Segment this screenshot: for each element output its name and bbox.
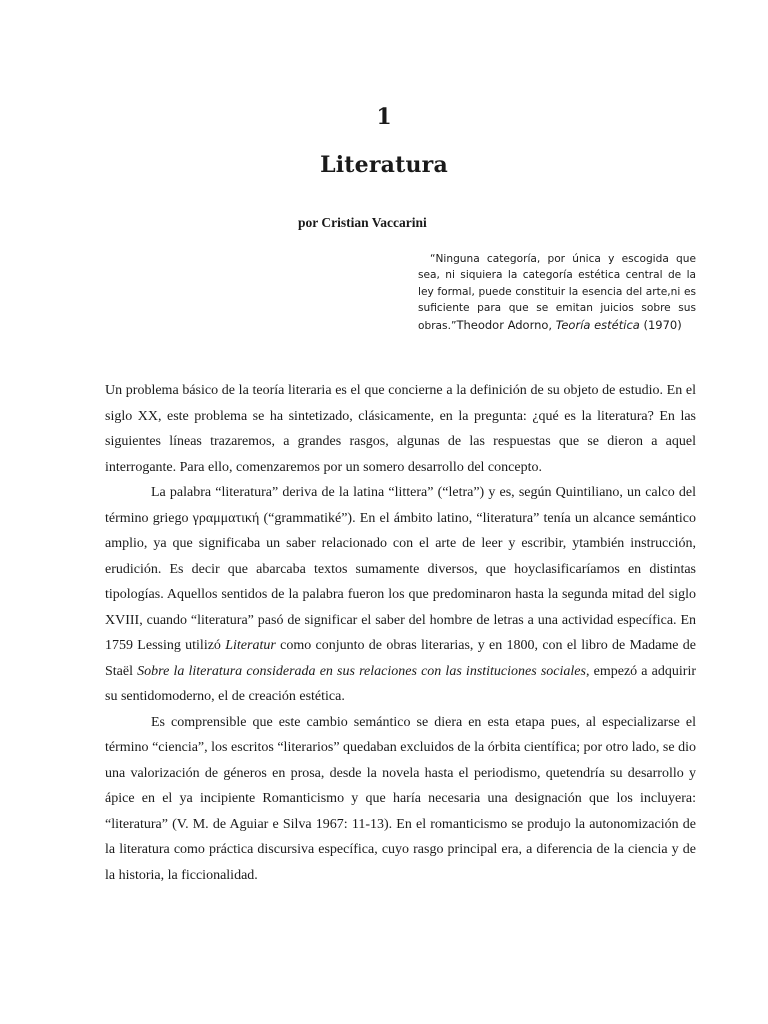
chapter-number: 1	[376, 104, 392, 130]
paragraph-2-part-b: como conjunto de obras literarias, y en 1800, con el libro de Madame de Staël	[105, 638, 696, 679]
paragraph-3: Es comprensible que este cambio semántico se diera en esta etapa pues, al especializarse el término “ciencia”, los escritos “literarios” quedaban excluidos de la órbita científica; por otro lado, se dio una valorización de géneros en prosa, desde la novela hasta el periodismo, quetendría su desarrollo y ápice en el ya incipiente Romanticismo y que haría necesaria una designación que los incluyera: “literatura” (V. M. de Aguiar e Silva 1967: 11-13). En el romanticismo se produjo la autonomización de la literatura como práctica discursiva específica, cuyo rasgo principal era, a diferencia de la ciencia y de la historia, la ficcionalidad.	[105, 714, 696, 883]
body-text	[105, 378, 696, 888]
paragraph-2-part-c: , empezó a adquirir su sentidomoderno, el de creación estética.	[105, 663, 696, 704]
epigraph-quote: “Ninguna categoría, por única y escogida que sea, ni siquiera la categoría estética central de la ley formal, puede constituir la esencia del arte,ni es suficiente para que se emitan juicios sobre sus obras.”	[418, 253, 696, 332]
paragraph-2-italic-literatur: Literatur	[225, 638, 276, 653]
paragraph-2	[105, 480, 696, 710]
epigraph-attribution	[456, 318, 681, 332]
paragraph-1: Un problema básico de la teoría literaria es el que concierne a la definición de su objeto de estudio. En el siglo XX, este problema se ha sintetizado, clásicamente, en la pregunta: ¿qué es la literatura? En las siguientes líneas trazaremos, a grandes rasgos, algunas de las respuestas que se dieron a aquel interrogante. Para ello, comenzaremos por un somero desarrollo del concepto.	[105, 383, 696, 475]
chapter-title: Literatura	[320, 152, 448, 178]
epigraph-author: Theodor Adorno,	[456, 317, 556, 332]
epigraph	[418, 251, 696, 334]
chapter-author: por Cristian Vaccarini	[298, 215, 427, 230]
paragraph-2-part-a: La palabra “literatura” deriva de la latina “littera” (“letra”) y es, según Quintiliano, un calco del término griego γραμματική (“grammatiké”). En el ámbito latino, “literatura” tenía un alcance semántico amplio, ya que significaba un saber relacionado con el arte de leer y escribir, ytambién instrucción, erudición. Es decir que abarcaba textos sumamente diversos, que hoyclasificaríamos en distintas tipologías. Aquellos sentidos de la palabra fueron los que predominaron hasta la segunda mitad del siglo XVIII, cuando “literatura” pasó de significar el saber del hombre de letras a una actividad específica. En 1759 Lessing utilizó	[105, 485, 696, 653]
paragraph-2-italic-book-title: Sobre la literatura considerada en sus relaciones con las instituciones sociales	[137, 663, 586, 679]
epigraph-work: Teoría estética	[555, 317, 640, 332]
epigraph-year: (1970)	[639, 317, 682, 332]
